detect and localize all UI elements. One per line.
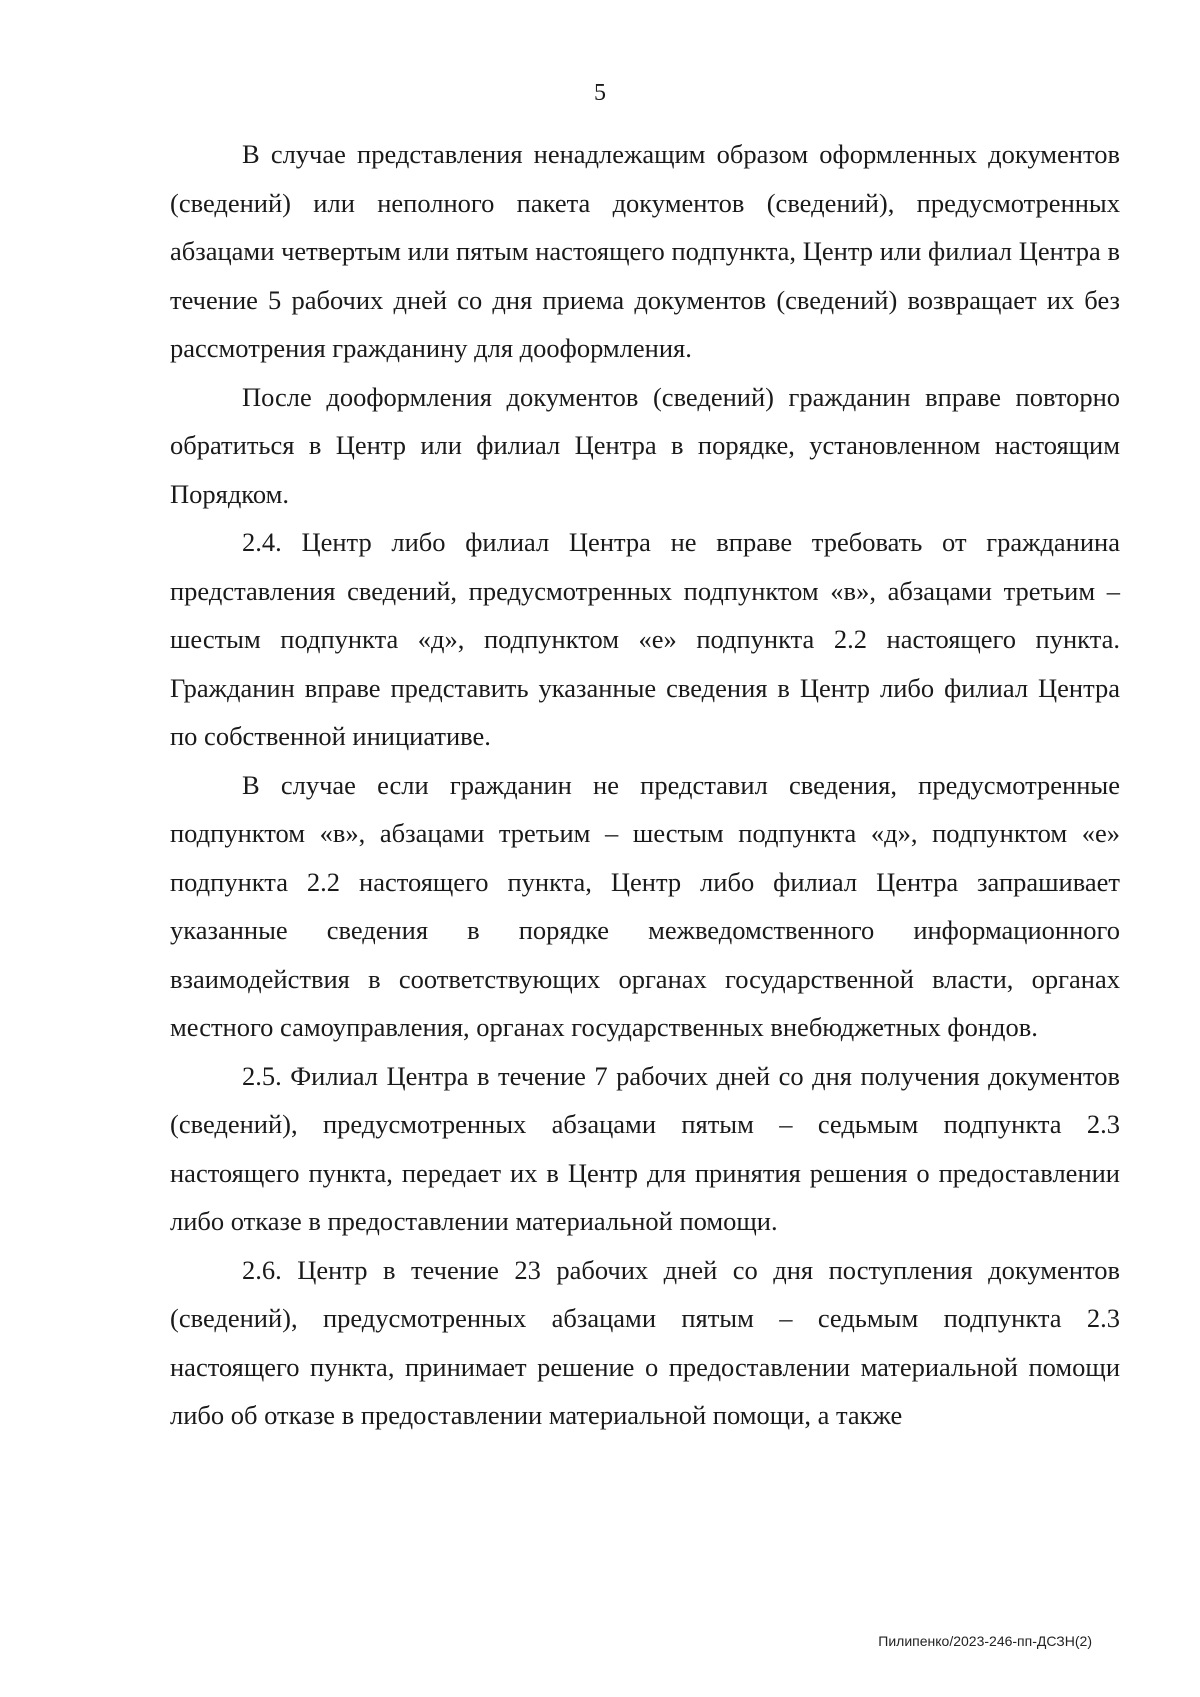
- paragraph: В случае если гражданин не представил сведения, предусмотренные подпунктом «в», абзацами третьим – шестым подпункта «д», подпунктом «е» подпункта 2.2 настоящего пункта, Центр либо филиал Центра запрашивает указанные сведения в порядке межведомственного информационного взаимодействия в соответствующих органах государственной власти, органах местного самоуправления, органах государственных внебюджетных фондов.: [170, 769, 1120, 1042]
- paragraph: После дооформления документов (сведений) гражданин вправе повторно обратиться в Центр или филиал Центра в порядке, установленном настоящим Порядком.: [170, 381, 1120, 509]
- page-number: 5: [594, 80, 606, 106]
- paragraph: 2.4. Центр либо филиал Центра не вправе требовать от гражданина представления сведений, предусмотренных подпунктом «в», абзацами третьим – шестым подпункта «д», подпунктом «е» подпункта 2.2 настоящего пункта. Гражданин вправе представить указанные сведения в Центр либо филиал Центра по собственной инициативе.: [170, 527, 1120, 751]
- document-body: [170, 130, 1120, 1440]
- footer-document-code: Пилипенко/2023-246-пп-ДСЗН(2): [878, 1633, 1092, 1649]
- paragraph: 2.6. Центр в течение 23 рабочих дней со дня поступления документов (сведений), предусмотренных абзацами пятым – седьмым подпункта 2.3 настоящего пункта, принимает решение о предоставлении материальной помощи либо об отказе в предоставлении материальной помощи, а также: [170, 1254, 1120, 1430]
- paragraph: 2.5. Филиал Центра в течение 7 рабочих дней со дня получения документов (сведений), предусмотренных абзацами пятым – седьмым подпункта 2.3 настоящего пункта, передает их в Центр для принятия решения о предоставлении либо отказе в предоставлении материальной помощи.: [170, 1060, 1120, 1236]
- paragraph: В случае представления ненадлежащим образом оформленных документов (сведений) или неполного пакета документов (сведений), предусмотренных абзацами четвертым или пятым настоящего подпункта, Центр или филиал Центра в течение 5 рабочих дней со дня приема документов (сведений) возвращает их без рассмотрения гражданину для дооформления.: [170, 139, 1120, 363]
